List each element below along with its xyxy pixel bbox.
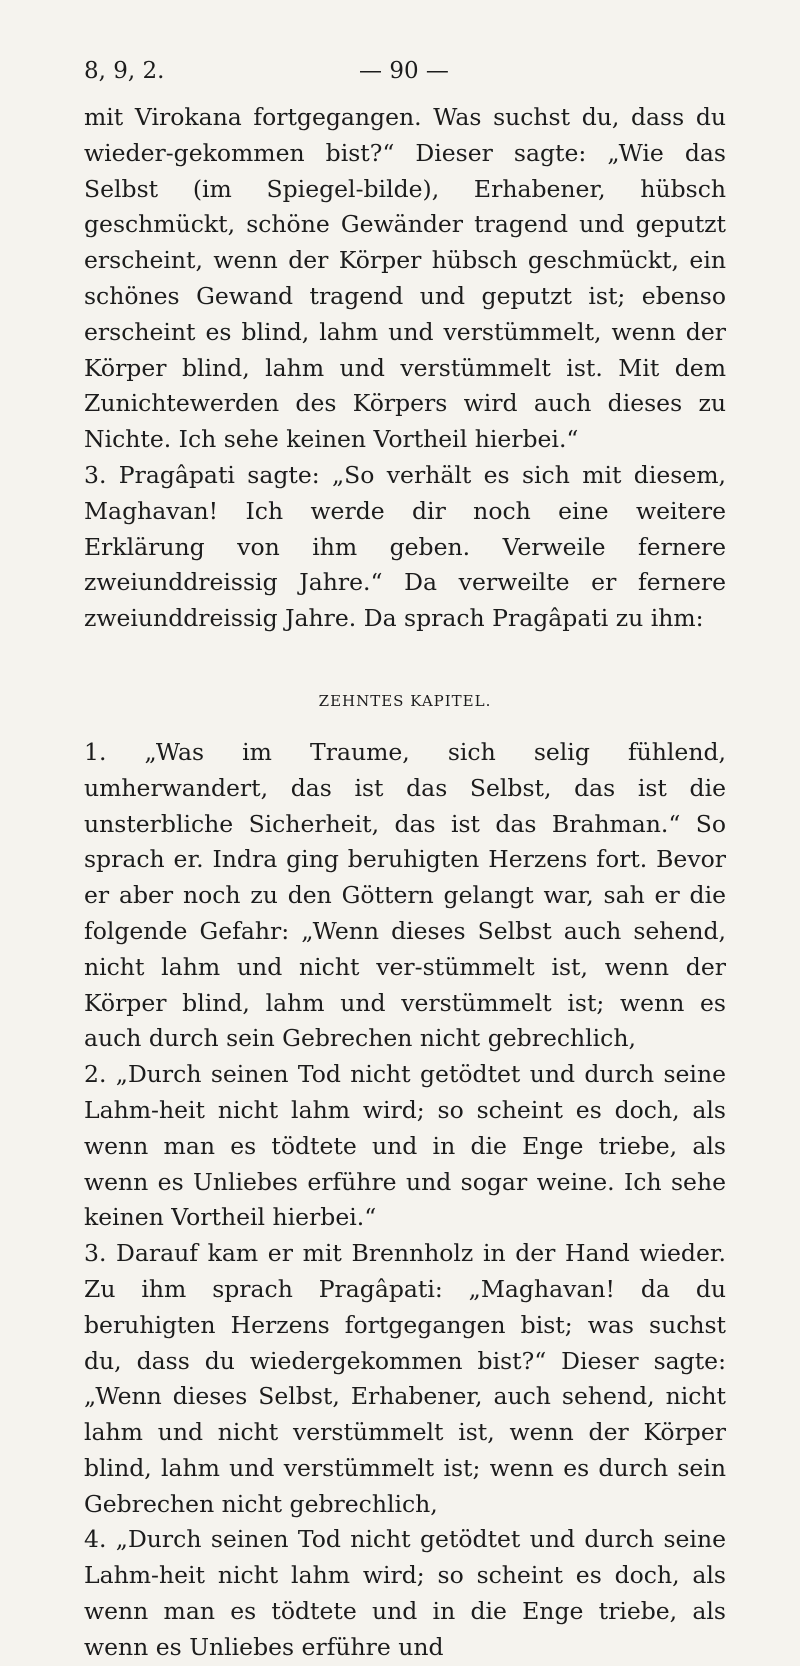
chapter-heading: ZEHNTES KAPITEL. bbox=[318, 691, 492, 710]
paragraph: 2. „Durch seinen Tod nicht getödtet und durch seine Lahm-heit nicht lahm wird; so scheint es doch, als wenn man es tödtete und in die Enge triebe, als wenn es Unliebes erführe und sogar weine. Ich sehe keinen Vortheil hierbei.“ bbox=[84, 1060, 726, 1232]
paragraph: 1. „Was im Traume, sich selig fühlend, umherwandert, das ist das Selbst, das ist die unsterbliche Sicherheit, das ist das Brahman.“ So sprach er. Indra ging beruhigten Herzens fort. Bevor er aber noch zu den Göttern gelangt war, sah er die folgende Gefahr: „Wenn dieses Selbst auch sehend, nicht lahm und nicht ver-stümmelt ist, wenn der Körper blind, lahm und verstümmelt ist; wenn es auch durch sein Gebrechen nicht gebrechlich, bbox=[84, 737, 726, 1053]
page-body bbox=[84, 100, 726, 1666]
paragraph: 3. Pragâpati sagte: „So verhält es sich mit diesem, Maghavan! Ich werde dir noch eine weitere Erklärung von ihm geben. Verweile fernere zweiunddreissig Jahre.“ Da verweilte er fernere zweiunddreissig Jahre. Da sprach Pragâpati zu ihm: bbox=[84, 460, 726, 633]
paragraph: mit Virokana fortgegangen. Was suchst du, dass du wieder-gekommen bist?“ Dieser sagte: „Wie das Selbst (im Spiegel-bilde), Erhabener, hübsch geschmückt, schöne Gewänder tragend und geputzt erscheint, wenn der Körper hübsch geschmückt, ein schönes Gewand tragend und geputzt ist; ebenso erscheint es blind, lahm und verstümmelt, wenn der Körper blind, lahm und verstümmelt ist. Mit dem Zunichtewerden des Körpers wird auch dieses zu Nichte. Ich sehe keinen Vortheil hierbei.“ bbox=[84, 103, 726, 454]
paragraph: 3. Darauf kam er mit Brennholz in der Hand wieder. Zu ihm sprach Pragâpati: „Maghavan! da du beruhigten Herzens fortgegangen bist; was suchst du, dass du wiedergekommen bist?“ Dieser sagte: „Wenn dieses Selbst, Erhabener, auch sehend, nicht lahm und nicht verstümmelt ist, wenn der Körper blind, lahm und verstümmelt ist; wenn es durch sein Gebrechen nicht gebrechlich, bbox=[84, 1239, 726, 1518]
paragraph: 4. „Durch seinen Tod nicht getödtet und durch seine Lahm-heit nicht lahm wird; so scheint es doch, als wenn man es tödtete und in die Enge triebe, als wenn es Unliebes erführe und bbox=[84, 1525, 726, 1661]
section-reference: 8, 9, 2. bbox=[84, 58, 165, 84]
page-header bbox=[84, 58, 724, 92]
page-number: — 90 — bbox=[359, 58, 449, 84]
